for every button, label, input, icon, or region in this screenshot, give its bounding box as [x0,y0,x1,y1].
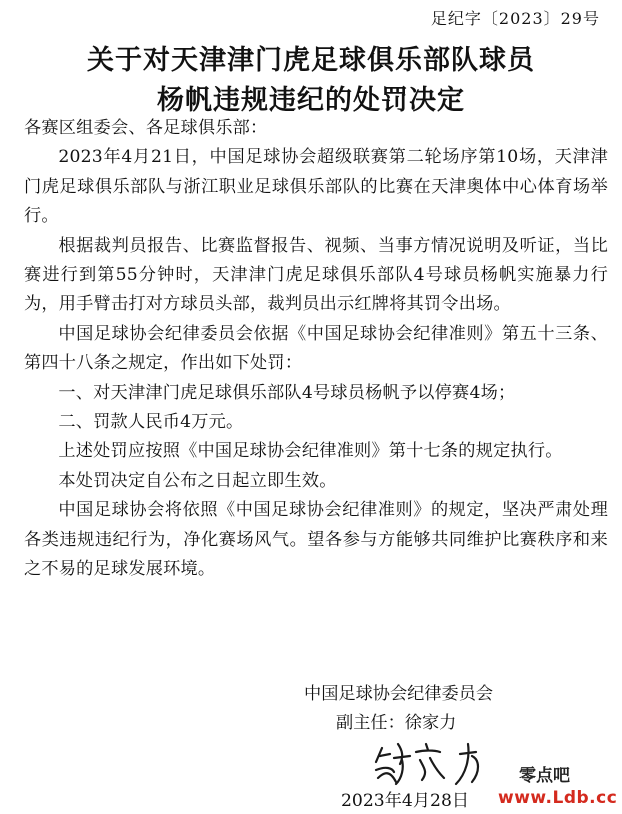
issuer: 中国足球协会纪律委员会 [304,684,494,704]
document-title-line-2: 杨帆违规违纪的处罚决定 [157,85,465,116]
paragraph-match-info: 2023年4月21日，中国足球协会超级联赛第二轮场序第10场，天津津门虎足球俱乐部队与浙江职业足球俱乐部队的比赛在天津奥体中心体育场举行。 [24,147,608,227]
paragraph-effective: 本处罚决定自公布之日起立即生效。 [58,470,337,491]
handwritten-signature [368,738,518,790]
paragraph-legal-basis: 中国足球协会纪律委员会依据《中国足球协会纪律准则》第五十三条、第四十八条之规定，作出如下处罚： [24,323,608,374]
paragraph-execution: 上述处罚应按照《中国足球协会纪律准则》第十七条的规定执行。 [58,441,563,462]
penalty-fine: 二、罚款人民币4万元。 [58,412,244,433]
document-body [24,114,608,585]
document-title-line-1: 关于对天津津门虎足球俱乐部队球员 [87,45,535,76]
watermark-url: www.Ldb.cc [498,788,618,808]
decision-date: 2023年4月28日 [341,786,469,811]
vice-chair: 副主任：徐家力 [336,713,457,733]
document-number: 足纪字〔2023〕29号 [430,9,600,28]
watermark-name: 零点吧 [519,766,570,786]
paragraph-incident: 根据裁判员报告、比赛监督报告、视频、当事方情况说明及听证，当比赛进行到第55分钟时，天津津门虎足球俱乐部队4号球员杨帆实施暴力行为，用手臂击打对方球员头部，裁判员出示红牌将其罚令出场。 [24,235,608,315]
penalty-suspension: 一、对天津津门虎足球俱乐部队4号球员杨帆予以停赛4场； [58,382,516,403]
paragraph-closing: 中国足球协会将依照《中国足球协会纪律准则》的规定，坚决严肃处理各类违规违纪行为，净化赛场风气。望各参与方能够共同维护比赛秩序和来之不易的足球发展环境。 [24,500,608,580]
salutation: 各赛区组委会、各足球俱乐部： [24,118,268,138]
